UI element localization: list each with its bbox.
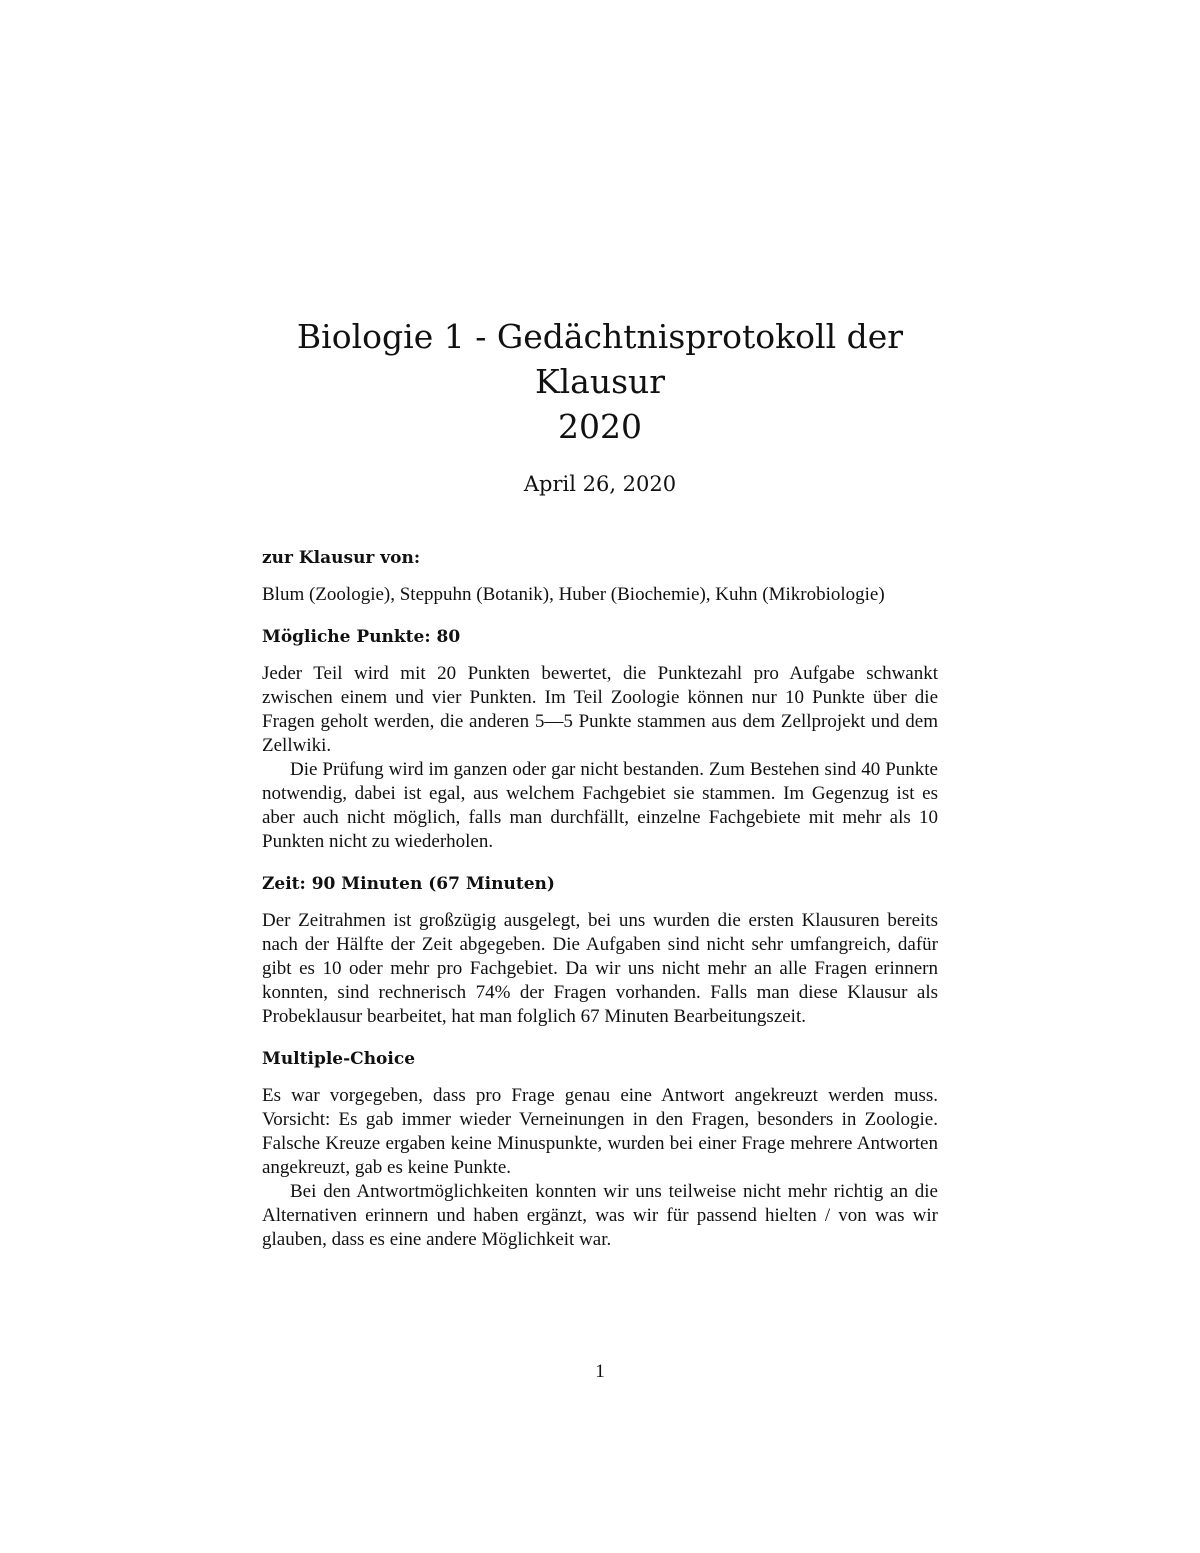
paragraph: Der Zeitrahmen ist großzügig ausgelegt, bei uns wurden die ersten Klausuren bereits nach der Hälfte der Zeit abgegeben. Die Aufgaben sind nicht sehr umfangreich, dafür gibt es 10 oder mehr pro Fachgebiet. Da wir uns nicht mehr an alle Fragen erinnern konnten, sind rechnerisch 74% der Fragen vorhanden. Falls man diese Klausur als Probeklausur bearbeitet, hat man folglich 67 Minuten Bearbeitungszeit. (262, 910, 938, 1027)
section-points (262, 625, 938, 854)
section-time (262, 872, 938, 1029)
section-heading: zur Klausur von: (262, 548, 421, 568)
section-multiple-choice (262, 1047, 938, 1252)
section-heading: Zeit: 90 Minuten (67 Minuten) (262, 874, 555, 894)
paragraph: Die Prüfung wird im ganzen oder gar nicht bestanden. Zum Bestehen sind 40 Punkte notwendig, dabei ist egal, aus welchem Fachgebiet sie stammen. Im Gegenzug ist es aber auch nicht möglich, falls man durchfällt, einzelne Fachgebiete mit mehr als 10 Punkten nicht zu wiederholen. (262, 759, 938, 852)
paragraph: Blum (Zoologie), Steppuhn (Botanik), Huber (Biochemie), Kuhn (Mikrobiologie) (262, 584, 885, 605)
title-line-1: Biologie 1 - Gedächtnisprotokoll der Klausur (296, 317, 904, 401)
paragraph: Jeder Teil wird mit 20 Punkten bewertet, die Punktezahl pro Aufgabe schwankt zwischen einem und vier Punkten. Im Teil Zoologie können nur 10 Punkte über die Fragen geholt werden, die anderen 5—5 Punkte stammen aus dem Zellprojekt und dem Zellwiki. (262, 663, 938, 756)
section-heading: Multiple-Choice (262, 1049, 416, 1069)
section-heading: Mögliche Punkte: 80 (262, 627, 461, 647)
paragraph: Bei den Antwortmöglichkeiten konnten wir uns teilweise nicht mehr richtig an die Alternativen erinnern und haben ergänzt, was wir für passend hielten / von was wir glauben, dass es eine andere Möglichkeit war. (262, 1181, 938, 1250)
document-title (240, 314, 960, 449)
document-body (262, 546, 938, 1270)
page-number: 1 (595, 1361, 605, 1382)
document-date: April 26, 2020 (523, 472, 677, 496)
section-examiners (262, 546, 938, 607)
paragraph: Es war vorgegeben, dass pro Frage genau eine Antwort angekreuzt werden muss. Vorsicht: Es gab immer wieder Verneinungen in den Fragen, besonders in Zoologie. Falsche Kreuze ergaben keine Minuspunkte, wurden bei einer Frage mehrere Antworten angekreuzt, gab es keine Punkte. (262, 1085, 938, 1178)
title-line-2: 2020 (558, 407, 642, 446)
